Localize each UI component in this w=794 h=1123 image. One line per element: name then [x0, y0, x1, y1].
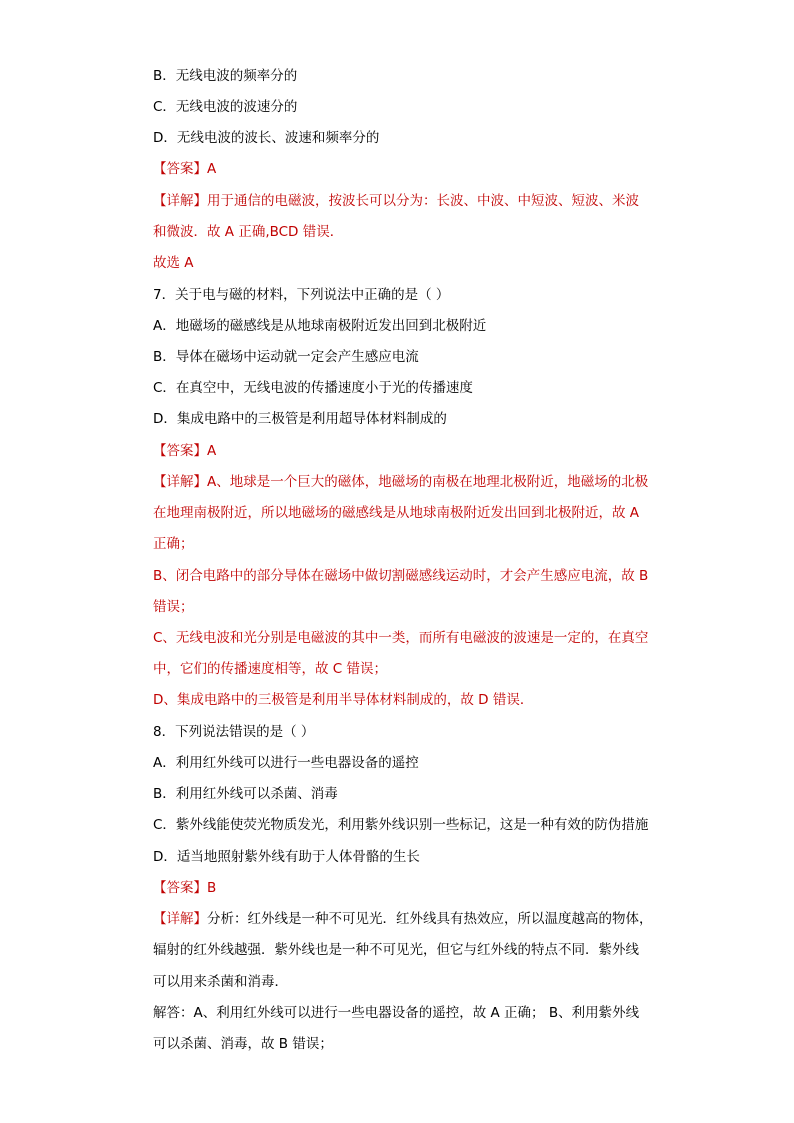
answer-line: 【答案】A — [153, 161, 217, 177]
answer-tag: 【答案】 — [153, 161, 207, 177]
explanation-line: 【详解】A、地球是一个巨大的磁体，地磁场的南极在地理北极附近，地磁场的北极 — [153, 474, 649, 490]
text-line: B．无线电波的频率分的 — [153, 68, 298, 84]
option-line: C．紫外线能使荧光物质发光，利用紫外线识别一些标记，这是一种有效的防伪措施 — [153, 817, 649, 833]
text-line: 可以杀菌、消毒，故 B 错误； — [153, 1036, 333, 1052]
explanation-tag: 【详解】 — [153, 474, 207, 490]
answer-tag: 【答案】 — [153, 443, 207, 459]
explanation-line: 正确； — [153, 536, 194, 552]
option-line: D．集成电路中的三极管是利用超导体材料制成的 — [153, 411, 447, 427]
answer-line: 【答案】B — [153, 880, 217, 896]
text-line: 解答：A、利用红外线可以进行一些电器设备的遥控，故 A 正确； B、利用紫外线 — [153, 1005, 640, 1021]
option-line: C．在真空中，无线电波的传播速度小于光的传播速度 — [153, 380, 473, 396]
option-line: B．导体在磁场中运动就一定会产生感应电流 — [153, 349, 419, 365]
option-line: A．利用红外线可以进行一些电器设备的遥控 — [153, 755, 419, 771]
explanation-line: 中，它们的传播速度相等，故 C 错误； — [153, 661, 388, 677]
text-line: 辐射的红外线越强．紫外线也是一种不可见光，但它与红外线的特点不同．紫外线 — [153, 942, 639, 958]
question-line: 7．关于电与磁的材料，下列说法中正确的是（ ） — [153, 287, 450, 303]
explanation-line: B、闭合电路中的部分导体在磁场中做切割磁感线运动时，才会产生感应电流，故 B — [153, 568, 649, 584]
answer-line: 【答案】A — [153, 443, 217, 459]
explanation-line: 在地理南极附近，所以地磁场的磁感线是从地球南极附近发出回到北极附近，故 A — [153, 505, 640, 521]
explanation-tag: 【详解】 — [153, 911, 207, 927]
option-line: B．利用红外线可以杀菌、消毒 — [153, 786, 338, 802]
explanation-tag: 【详解】 — [153, 193, 207, 209]
text-line: C．无线电波的波速分的 — [153, 99, 298, 115]
option-line: D．适当地照射紫外线有助于人体骨骼的生长 — [153, 849, 420, 865]
explanation-line: 故选 A — [153, 255, 194, 271]
explanation-line: C、无线电波和光分别是电磁波的其中一类，而所有电磁波的波速是一定的，在真空 — [153, 630, 649, 646]
explanation-line: 错误； — [153, 599, 194, 615]
text-line: D．无线电波的波长、波速和频率分的 — [153, 130, 380, 146]
answer-tag: 【答案】 — [153, 880, 207, 896]
explanation-line: D、集成电路中的三极管是利用半导体材料制成的，故 D 错误． — [153, 692, 534, 708]
option-line: A．地磁场的磁感线是从地球南极附近发出回到北极附近 — [153, 318, 487, 334]
question-line: 8．下列说法错误的是（ ） — [153, 724, 315, 740]
explanation-line: 和微波．故 A 正确,BCD 错误． — [153, 224, 344, 240]
text-line: 可以用来杀菌和消毒． — [153, 974, 288, 990]
explanation-line: 【详解】用于通信的电磁波，按波长可以分为：长波、中波、中短波、短波、米波 — [153, 193, 639, 209]
explanation-line: 【详解】分析：红外线是一种不可见光．红外线具有热效应，所以温度越高的物体， — [153, 911, 653, 927]
